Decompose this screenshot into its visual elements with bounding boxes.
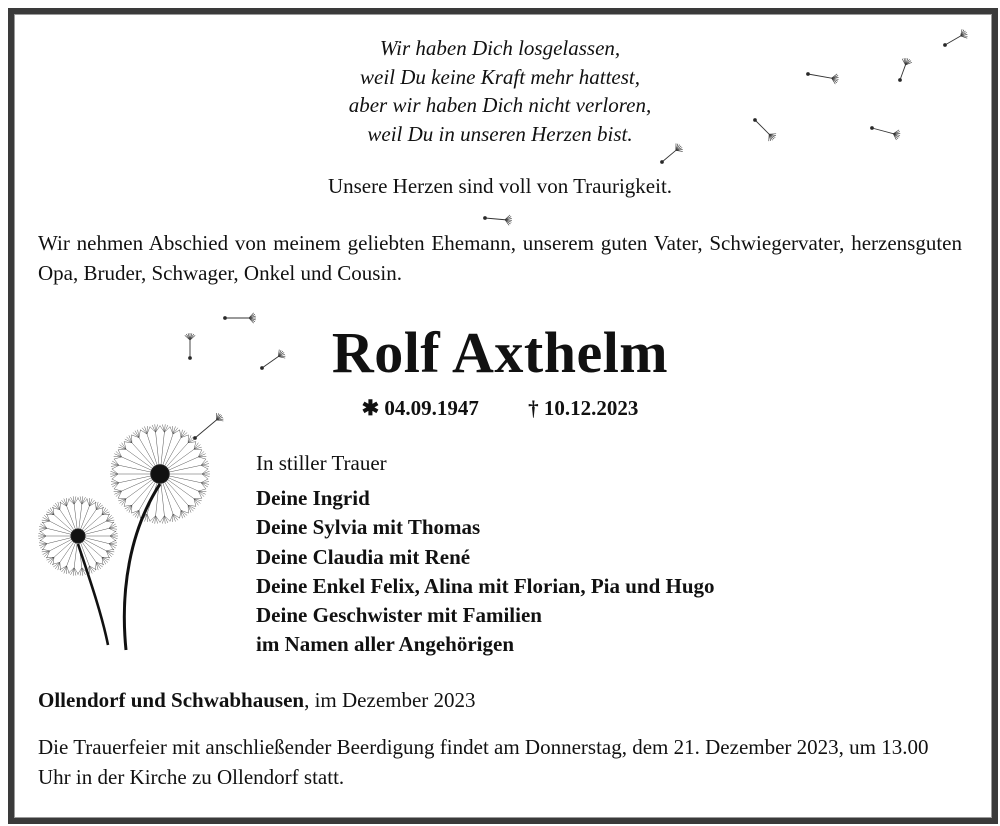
poem-line: weil Du keine Kraft mehr hattest, bbox=[360, 64, 640, 89]
death-date: 10.12.2023 bbox=[543, 396, 639, 420]
place-date: , im Dezember 2023 bbox=[304, 688, 476, 712]
mourner-line: Deine Geschwister mit Familien bbox=[256, 603, 542, 628]
ceremony-text: Die Trauerfeier mit anschließender Beerdigung findet am Donnerstag, dem 21. Dezember 2023, um 13.00 Uhr in der Kirche zu Ollendorf statt. bbox=[38, 735, 929, 789]
birth-date-group bbox=[362, 396, 485, 420]
birth-date: 04.09.1947 bbox=[384, 396, 479, 420]
mourner-list bbox=[256, 484, 715, 660]
place-line bbox=[38, 688, 476, 713]
poem bbox=[0, 34, 1000, 148]
mourner-line: Deine Claudia mit René bbox=[256, 544, 471, 569]
deceased-name: Rolf Axthelm bbox=[331, 320, 669, 385]
cross-icon: † bbox=[528, 396, 539, 420]
mourner-line: Deine Sylvia mit Thomas bbox=[256, 515, 481, 540]
mourner-line: Deine Enkel Felix, Alina mit Florian, Pia und Hugo bbox=[256, 573, 715, 598]
poem-line: weil Du in unseren Herzen bist. bbox=[367, 121, 633, 146]
life-dates bbox=[0, 396, 1000, 421]
mourning-intro: In stiller Trauer bbox=[256, 451, 387, 475]
death-date-group bbox=[528, 396, 638, 420]
farewell-text: Wir nehmen Abschied von meinem geliebten Ehemann, unserem guten Vater, Schwiegervater, herzensguten Opa, Bruder, Schwager, Onkel und Cousin. bbox=[38, 231, 962, 285]
place-location: Ollendorf und Schwabhausen bbox=[38, 688, 305, 712]
poem-line: aber wir haben Dich nicht verloren, bbox=[348, 93, 652, 117]
birth-symbol-icon: ✱ bbox=[361, 396, 380, 420]
mourner-line: im Namen aller Angehörigen bbox=[256, 632, 515, 657]
sorrow-line: Unsere Herzen sind voll von Traurigkeit. bbox=[327, 174, 673, 198]
poem-line: Wir haben Dich losgelassen, bbox=[379, 36, 621, 60]
mourner-line: Deine Ingrid bbox=[256, 486, 370, 510]
